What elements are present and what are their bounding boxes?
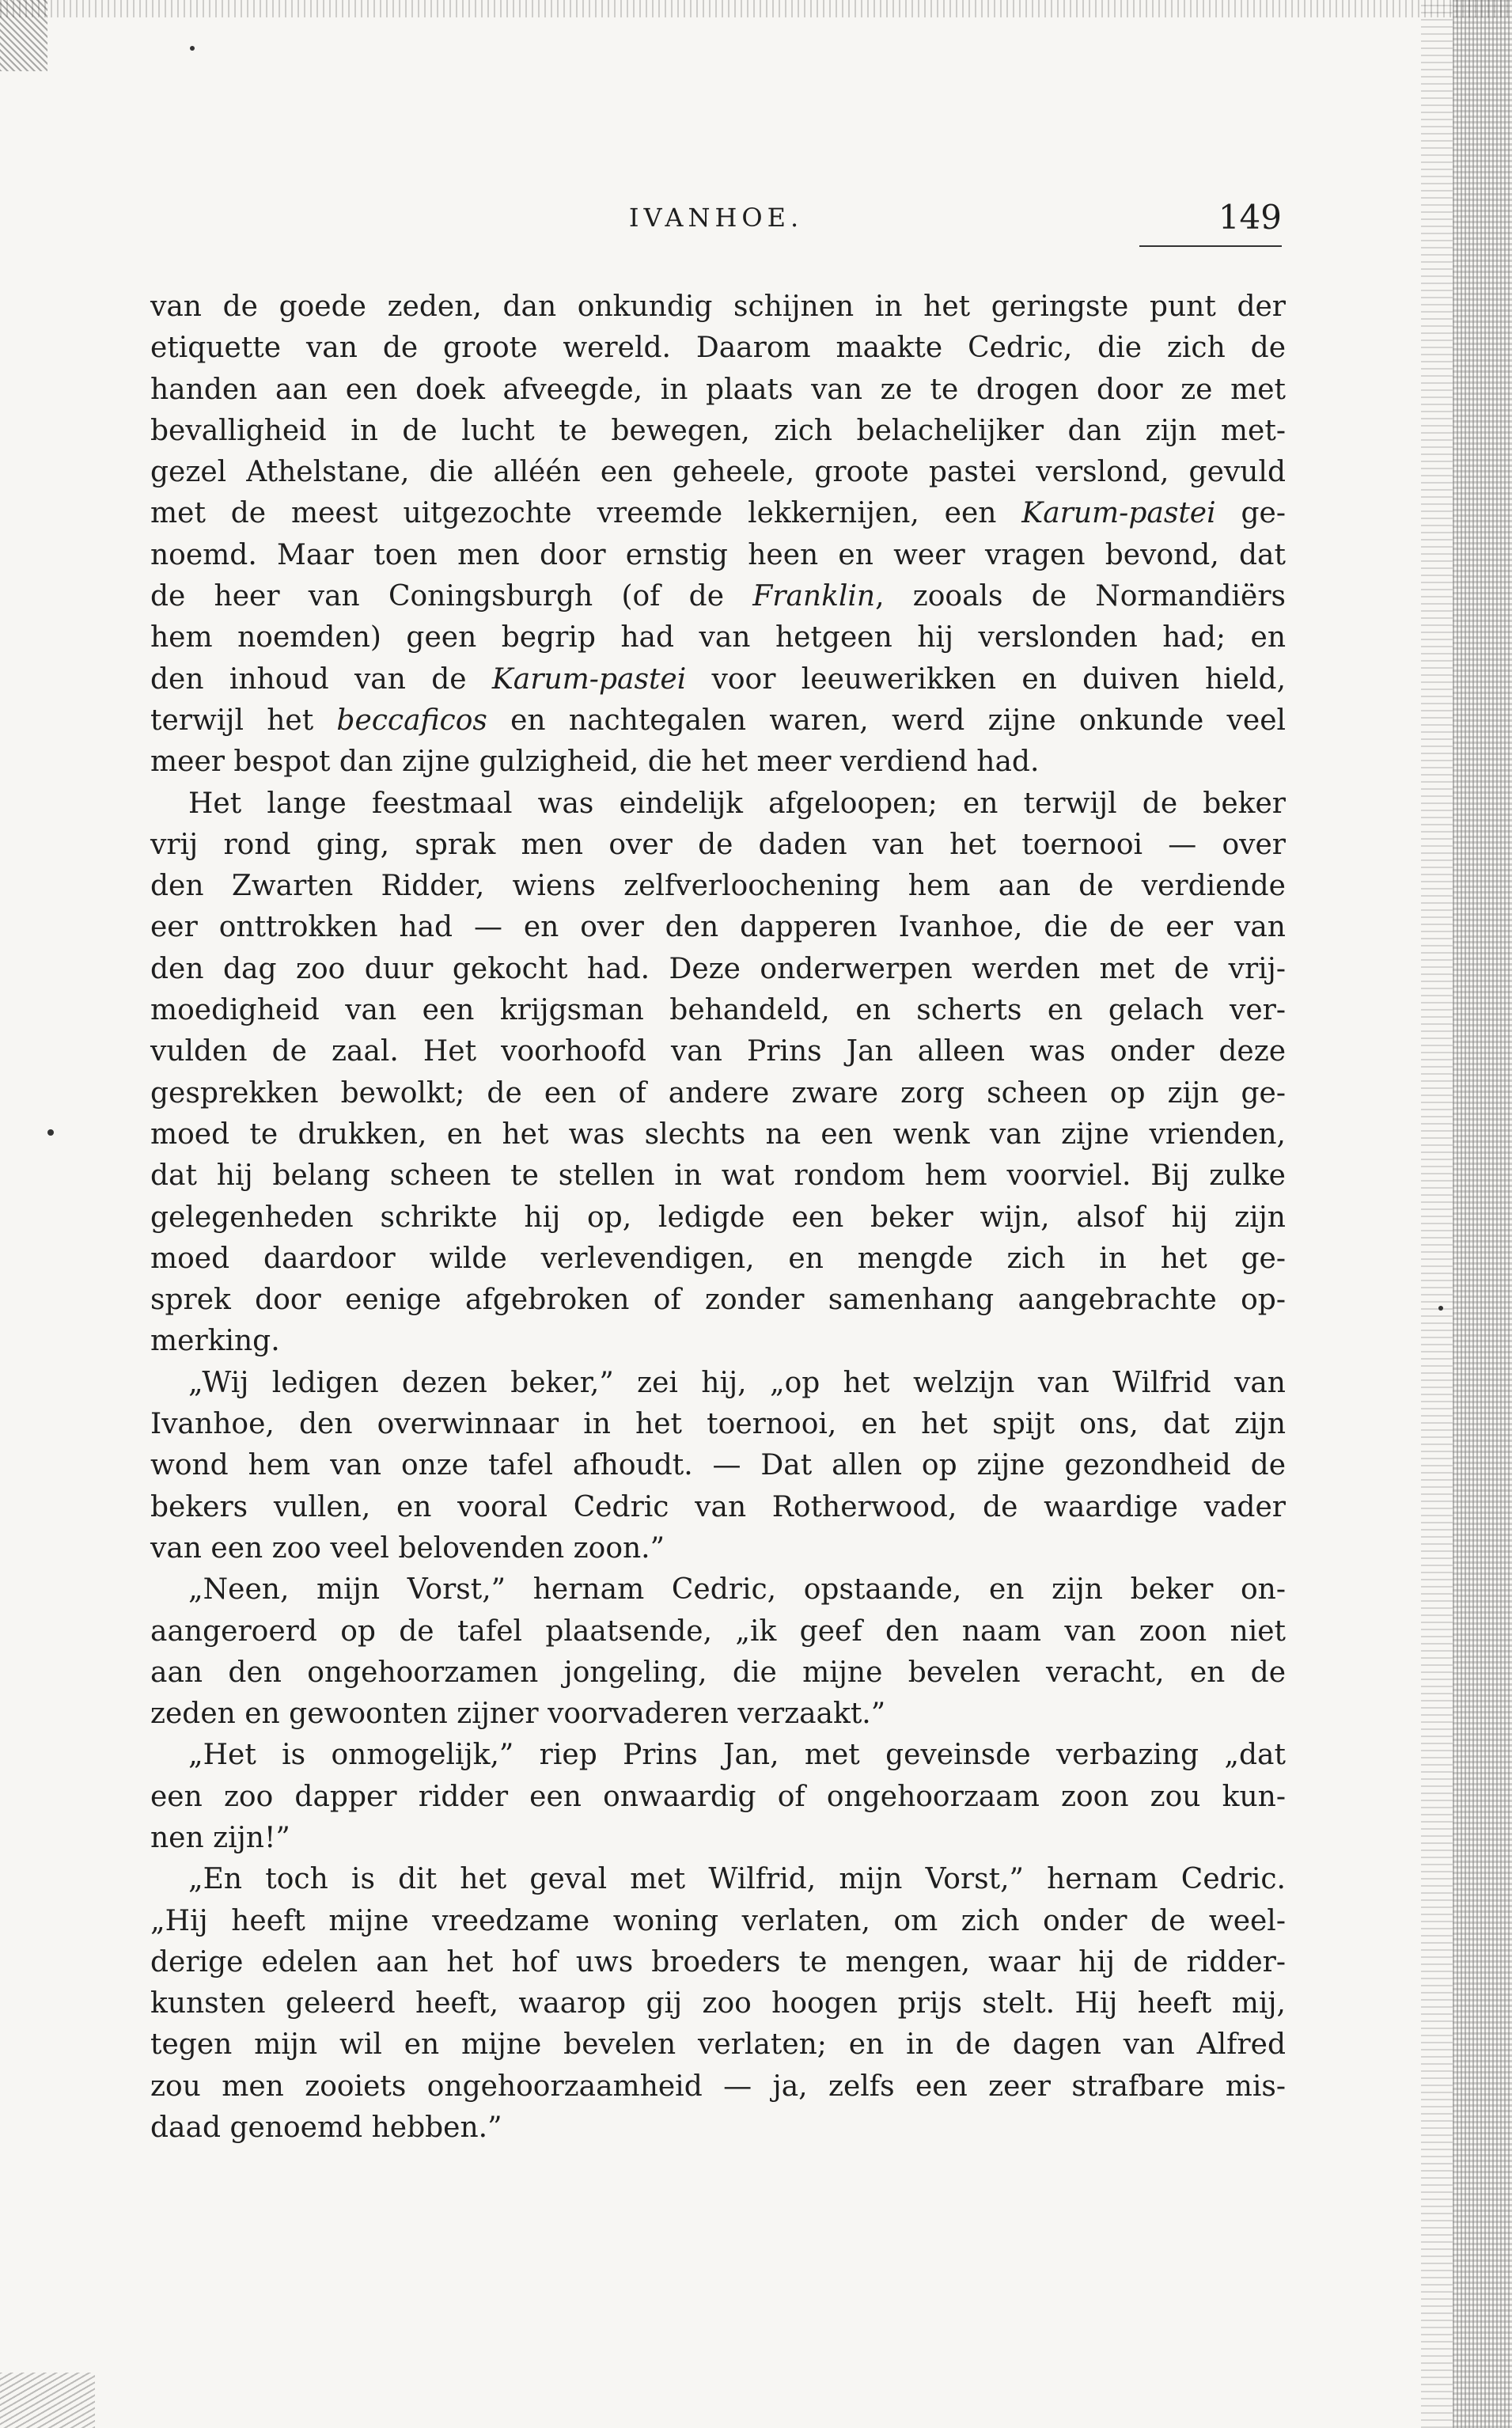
page-header [150, 198, 1282, 250]
text-line: dat hij belang scheen te stellen in wat rondom hem voorviel. Bij zulke [150, 1159, 1286, 1193]
text-line: aan den ongehoorzamen jongeling, die mijne bevelen veracht, en de [150, 1656, 1286, 1689]
text-run: en nachtegalen waren, werd zijne onkunde veel [487, 704, 1287, 737]
text-run: ge- [1215, 497, 1286, 530]
scan-edge-top [0, 0, 1512, 17]
text-line: een zoo dapper ridder een onwaardig of ongehoorzaam zoon zou kun- [150, 1780, 1286, 1813]
text-line: gezel Athelstane, die alléén een geheele, groote pastei verslond, gevuld [150, 456, 1286, 489]
page-number: 149 [1218, 198, 1282, 237]
text-line: van een zoo veel belovenden zoon.” [150, 1531, 665, 1565]
text-line: kunsten geleerd heeft, waarop gij zoo hoogen prijs stelt. Hij heeft mij, [150, 1987, 1286, 2020]
italic-term: Karum-pastei [1021, 497, 1216, 530]
text-line: nen zijn!” [150, 1821, 290, 1854]
text-line: gesprekken bewolkt; de een of andere zware zorg scheen op zijn ge- [150, 1076, 1286, 1110]
italic-term: beccaficos [336, 704, 487, 737]
paragraph-4 [150, 1569, 1286, 1735]
text-line: zou men zooiets ongehoorzaamheid — ja, zelfs een zeer strafbare mis- [150, 2069, 1286, 2103]
text-line: tegen mijn wil en mijne bevelen verlaten; en in de dagen van Alfred [150, 2028, 1286, 2062]
text-run: terwijl het [150, 704, 337, 737]
text-line: eer onttrokken had — en over den dapperen Ivanhoe, die de eer van [150, 911, 1286, 944]
text-line: „Wij ledigen dezen beker,” zei hij, „op het welzijn van Wilfrid van [188, 1366, 1286, 1399]
paragraph-5 [150, 1735, 1286, 1859]
text-line: sprek door eenige afgebroken of zonder samenhang aangebrachte op- [150, 1284, 1286, 1317]
text-line: moedigheid van een krijgsman behandeld, en scherts en gelach ver- [150, 994, 1286, 1027]
text-line: „Het is onmogelijk,” riep Prins Jan, met geveinsde verbazing „dat [188, 1739, 1286, 1772]
text-line: etiquette van de groote wereld. Daarom maakte Cedric, die zich de [150, 332, 1286, 365]
text-line: den Zwarten Ridder, wiens zelfverloochening hem aan de verdiende [150, 870, 1286, 903]
text-line: meer bespot dan zijne gulzigheid, die het meer verdiend had. [150, 745, 1040, 779]
scan-edge-right-shadow [1421, 0, 1453, 2428]
text-run: , zooals de Normandiërs [875, 580, 1287, 613]
paragraph-2 [150, 783, 1286, 1363]
text-line: gelegenheden schrikte hij op, ledigde een beker wijn, alsof hij zijn [150, 1201, 1286, 1234]
paragraph-1 [150, 286, 1286, 783]
text-line: wond hem van onze tafel afhoudt. — Dat allen op zijne gezondheid de [150, 1449, 1286, 1482]
text-line [150, 493, 1286, 534]
text-line: noemd. Maar toen men door ernstig heen en weer vragen bevond, dat [150, 538, 1286, 571]
text-line: merking. [150, 1325, 280, 1358]
text-line: zeden en gewoonten zijner voorvaderen verzaakt.” [150, 1698, 886, 1731]
text-line: moed daardoor wilde verlevendigen, en mengde zich in het ge- [150, 1242, 1286, 1275]
ink-speck [1438, 1306, 1443, 1311]
text-run: voor leeuwerikken en duiven hield, [686, 662, 1287, 696]
text-line: Het lange feestmaal was eindelijk afgeloopen; en terwijl de beker [188, 787, 1286, 820]
italic-term: Franklin [752, 580, 876, 613]
text-line: Ivanhoe, den overwinnaar in het toernooi, en het spijt ons, dat zijn [150, 1408, 1286, 1441]
italic-term: Karum-pastei [491, 662, 687, 696]
body-text [150, 286, 1286, 2149]
text-line: „Neen, mijn Vorst,” hernam Cedric, opstaande, en zijn beker on- [188, 1573, 1286, 1607]
text-line [150, 659, 1286, 700]
text-line [150, 700, 1286, 742]
scan-edge-left-bottom [0, 2373, 95, 2428]
text-line: handen aan een doek afveegde, in plaats van ze te drogen door ze met [150, 373, 1286, 406]
text-line: derige edelen aan het hof uws broeders te mengen, waar hij de ridder- [150, 1945, 1286, 1978]
text-line [150, 576, 1286, 617]
text-line: den dag zoo duur gekocht had. Deze onderwerpen werden met de vrij- [150, 952, 1286, 985]
text-run: de heer van Coningsburgh (of de [150, 580, 753, 613]
scan-edge-left-top [0, 0, 47, 71]
ink-speck [190, 46, 195, 51]
text-line: „Hij heeft mijne vreedzame woning verlaten, om zich onder de weel- [150, 1904, 1286, 1937]
scan-edge-right [1453, 0, 1512, 2428]
text-run: den inhoud van de [150, 662, 492, 696]
paragraph-3 [150, 1363, 1286, 1569]
paragraph-6 [150, 1859, 1286, 2149]
ink-speck [47, 1129, 54, 1136]
text-line: bekers vullen, en vooral Cedric van Rotherwood, de waardige vader [150, 1490, 1286, 1523]
header-rule [1139, 245, 1282, 247]
text-line: daad genoemd hebben.” [150, 2111, 502, 2145]
text-line: van de goede zeden, dan onkundig schijnen in het geringste punt der [150, 290, 1286, 323]
text-line: aangeroerd op de tafel plaatsende, „ik geef den naam van zoon niet [150, 1614, 1286, 1648]
text-line: vrij rond ging, sprak men over de daden van het toernooi — over [150, 828, 1286, 861]
text-line: moed te drukken, en het was slechts na een wenk van zijne vrienden, [150, 1117, 1286, 1151]
text-line: bevalligheid in de lucht te bewegen, zich belachelijker dan zijn met- [150, 414, 1286, 447]
text-line: „En toch is dit het geval met Wilfrid, mijn Vorst,” hernam Cedric. [188, 1863, 1286, 1896]
text-run: met de meest uitgezochte vreemde lekkernijen, een [150, 497, 1022, 530]
running-title: IVANHOE. [628, 203, 804, 233]
text-line: vulden de zaal. Het voorhoofd van Prins Jan alleen was onder deze [150, 1035, 1286, 1068]
text-line: hem noemden) geen begrip had van hetgeen hij verslonden had; en [150, 621, 1286, 654]
